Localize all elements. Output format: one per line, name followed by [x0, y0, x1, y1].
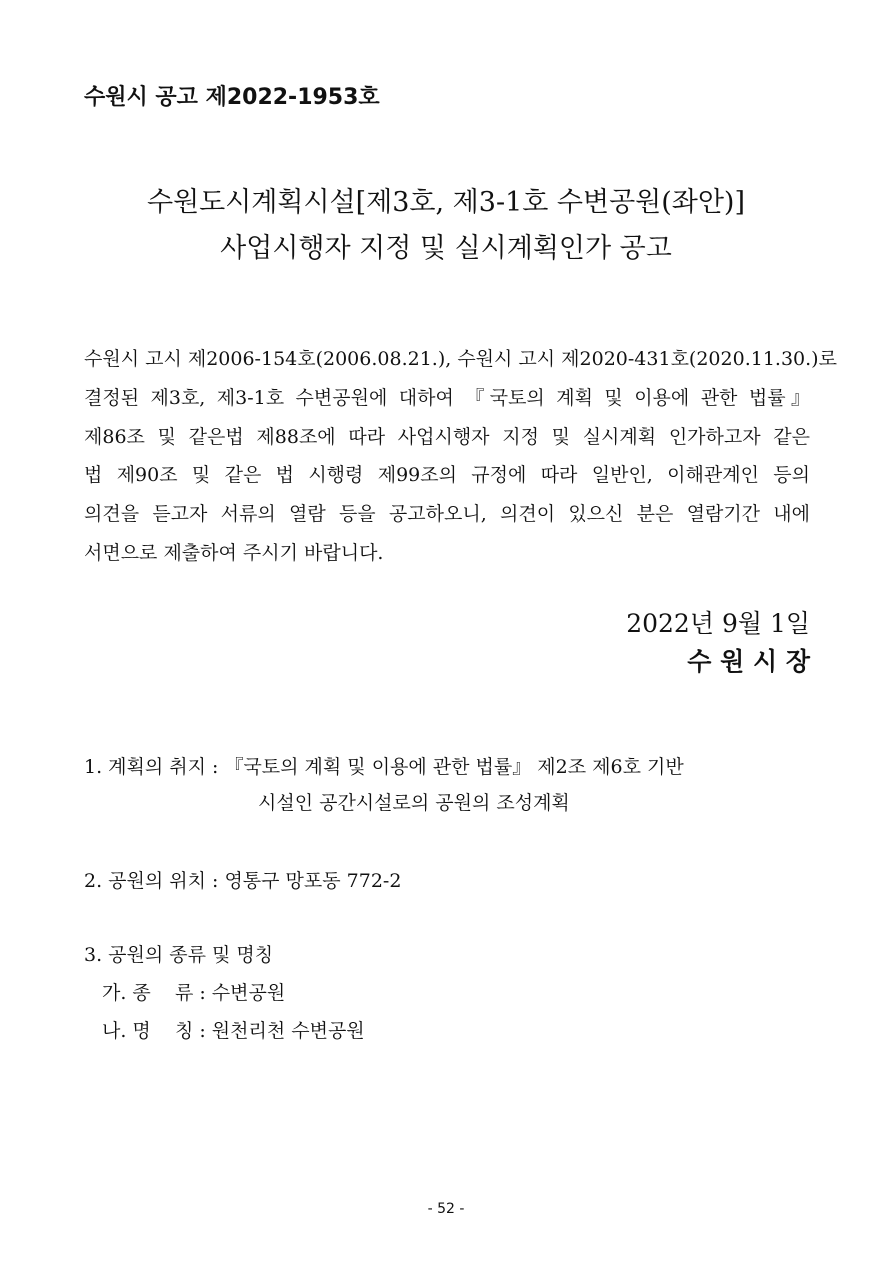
body-line: 제86조 및 같은법 제88조에 따라 사업시행자 지정 및 실시계획 인가하고자 같은 [84, 425, 810, 448]
signature-authority: 수 원 시 장 [687, 647, 810, 676]
body-line: 결정된 제3호, 제3-1호 수변공원에 대하여 『국토의 계획 및 이용에 관한 법률』 [84, 386, 810, 409]
body-line: 의견을 듣고자 서류의 열람 등을 공고하오니, 의견이 있으신 분은 열람기간 내에 [84, 503, 810, 526]
body-line: 법 제90조 및 같은 법 시행령 제99조의 규정에 따라 일반인, 이해관계인 등의 [84, 464, 810, 487]
signature-date: 2022년 9월 1일 [626, 609, 810, 638]
item-park-name: 나. 명 칭 : 원천리천 수변공원 [102, 1020, 365, 1042]
title-line-1: 수원도시계획시설[제3호, 제3-1호 수변공원(좌안)] [146, 187, 745, 218]
item-location: 2. 공원의 위치 : 영통구 망포동 772-2 [84, 870, 402, 892]
item-type-and-name-heading: 3. 공원의 종류 및 명칭 [84, 944, 274, 966]
item-purpose-continuation: 시설인 공간시설로의 공원의 조성계획 [258, 792, 570, 814]
notice-number: 수원시 공고 제2022-1953호 [84, 85, 380, 110]
item-purpose: 1. 계획의 취지 : 『국토의 계획 및 이용에 관한 법률』 제2조 제6호 기반 [84, 756, 684, 778]
title-line-2: 사업시행자 지정 및 실시계획인가 공고 [220, 233, 672, 264]
body-line: 수원시 고시 제2006-154호(2006.08.21.), 수원시 고시 제2020-431호(2020.11.30.)로 [84, 348, 837, 370]
page-number: - 52 - [427, 1201, 465, 1217]
notice-body [84, 340, 837, 573]
body-line: 서면으로 제출하여 주시기 바랍니다. [84, 541, 384, 564]
item-park-type: 가. 종 류 : 수변공원 [102, 982, 286, 1004]
